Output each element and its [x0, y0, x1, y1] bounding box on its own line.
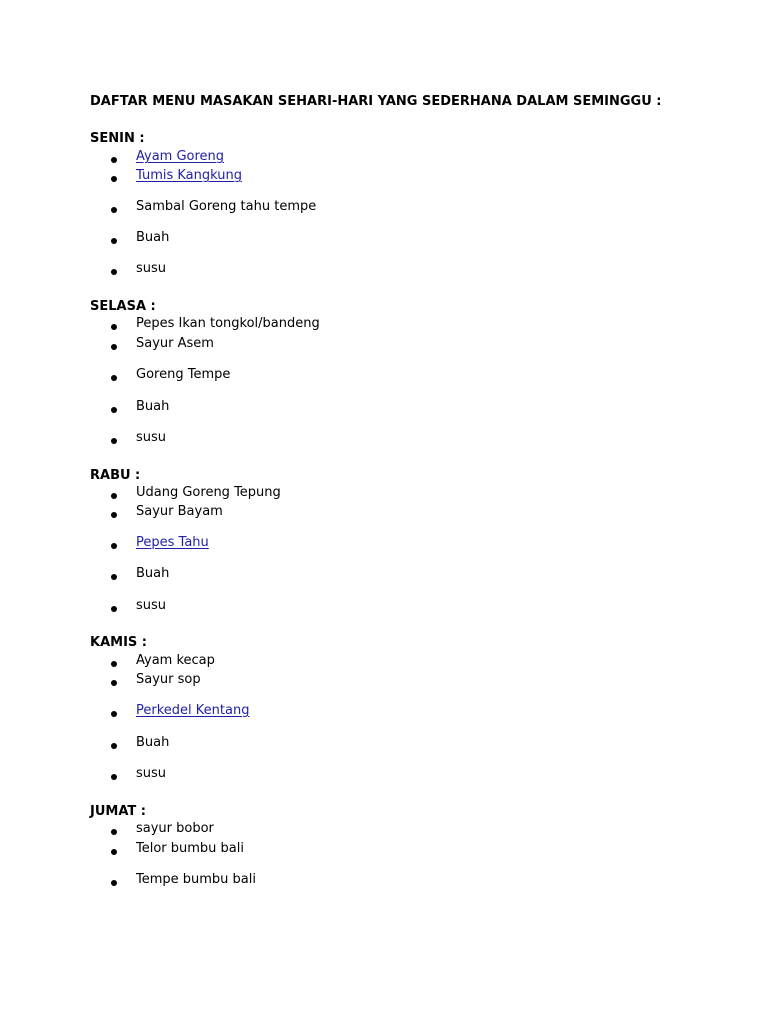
- bullet-icon: [111, 344, 117, 350]
- day-heading-senin: SENIN :: [90, 131, 145, 146]
- bullet-icon: [111, 880, 117, 886]
- menu-item-text: Sayur Bayam: [136, 504, 223, 519]
- menu-item-text: Goreng Tempe: [136, 367, 231, 382]
- day-heading-selasa: SELASA :: [90, 299, 156, 314]
- bullet-icon: [111, 375, 117, 381]
- menu-item-text: Telor bumbu bali: [136, 841, 244, 856]
- menu-item-text: susu: [136, 766, 167, 781]
- bullet-icon: [111, 324, 117, 330]
- menu-item-text: susu: [136, 430, 167, 445]
- menu-item-text: Ayam kecap: [136, 653, 215, 668]
- bullet-icon: [111, 407, 117, 413]
- menu-item-text: Tempe bumbu bali: [136, 872, 256, 887]
- menu-item-text: Pepes Ikan tongkol/bandeng: [136, 316, 320, 331]
- day-heading-rabu: RABU :: [90, 468, 141, 483]
- bullet-icon: [111, 661, 117, 667]
- bullet-icon: [111, 157, 117, 163]
- bullet-icon: [111, 606, 117, 612]
- menu-link-pepes-tahu[interactable]: Pepes Tahu: [136, 535, 209, 550]
- menu-item-text: susu: [136, 598, 167, 613]
- day-heading-jumat: JUMAT :: [90, 804, 146, 819]
- bullet-icon: [111, 774, 117, 780]
- bullet-icon: [111, 743, 117, 749]
- menu-item-text: Buah: [136, 399, 170, 414]
- bullet-icon: [111, 493, 117, 499]
- bullet-icon: [111, 829, 117, 835]
- menu-item-text: Udang Goreng Tepung: [136, 485, 281, 500]
- menu-item-text: sayur bobor: [136, 821, 214, 836]
- bullet-icon: [111, 438, 117, 444]
- menu-link-tumis-kangkung[interactable]: Tumis Kangkung: [136, 168, 242, 183]
- menu-link-ayam-goreng[interactable]: Ayam Goreng: [136, 149, 225, 164]
- bullet-icon: [111, 574, 117, 580]
- menu-item-text: Buah: [136, 735, 170, 750]
- menu-item-text: Sayur sop: [136, 672, 201, 687]
- bullet-icon: [111, 512, 117, 518]
- day-heading-kamis: KAMIS :: [90, 635, 147, 650]
- bullet-icon: [111, 849, 117, 855]
- bullet-icon: [111, 680, 117, 686]
- bullet-icon: [111, 269, 117, 275]
- bullet-icon: [111, 176, 117, 182]
- menu-item-text: Buah: [136, 230, 170, 245]
- bullet-icon: [111, 207, 117, 213]
- menu-item-text: Sayur Asem: [136, 336, 214, 351]
- menu-link-perkedel-kentang[interactable]: Perkedel Kentang: [136, 703, 250, 718]
- bullet-icon: [111, 543, 117, 549]
- menu-item-text: susu: [136, 261, 167, 276]
- menu-item-text: Sambal Goreng tahu tempe: [136, 199, 317, 214]
- document-title: DAFTAR MENU MASAKAN SEHARI-HARI YANG SEDERHANA DALAM SEMINGGU :: [90, 94, 662, 109]
- bullet-icon: [111, 711, 117, 717]
- menu-item-text: Buah: [136, 566, 170, 581]
- bullet-icon: [111, 238, 117, 244]
